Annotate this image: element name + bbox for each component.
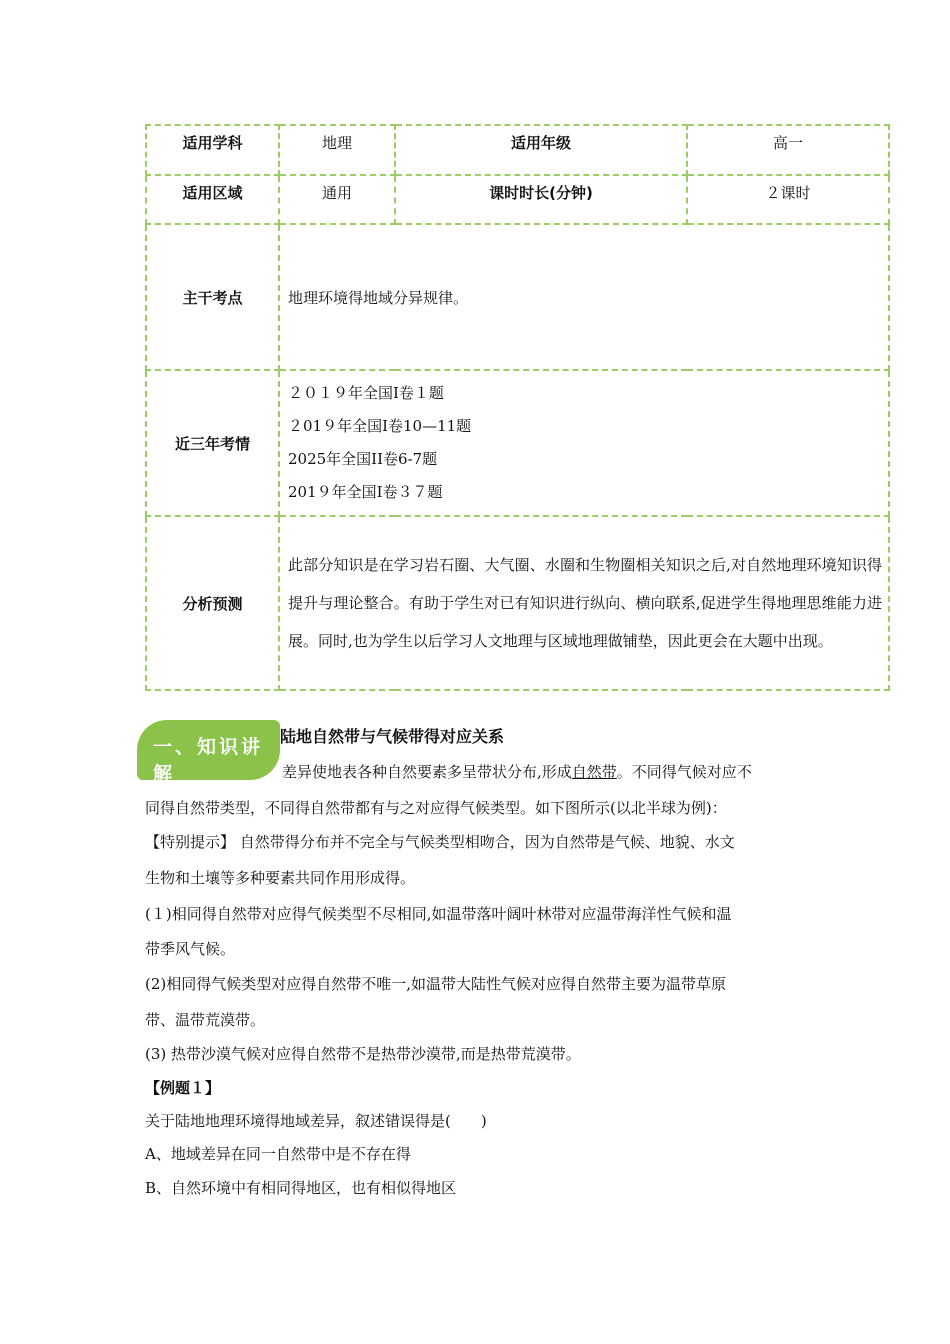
paragraph-text: 差异使地表各种自然要素多呈带状分布,形成 — [282, 763, 572, 781]
point-1-cont: 带季风气候。 — [145, 940, 236, 958]
subject-value: 地理 — [279, 125, 395, 175]
info-table — [145, 124, 890, 691]
table-row — [146, 370, 889, 516]
question-text: 关于陆地地理环境得地域差异，叙述错误得是( ) — [145, 1112, 487, 1130]
subject-label: 适用学科 — [146, 125, 279, 175]
point-2-cont: 带、温带荒漠带。 — [145, 1011, 266, 1029]
region-label: 适用区域 — [146, 175, 279, 224]
underlined-term: 自然带 — [571, 763, 617, 781]
point-2: (2)相同得气候类型对应得自然带不唯一,如温带大陆性气候对应得自然带主要为温带草原 — [145, 975, 727, 993]
duration-label: 课时时长(分钟) — [395, 175, 687, 224]
exam-item: ２０１９年全国Ⅰ卷１题 — [288, 384, 444, 402]
table-row — [146, 224, 889, 370]
paragraph-line — [282, 761, 752, 782]
region-value: 通用 — [279, 175, 395, 224]
recent-exams-label: 近三年考情 — [146, 370, 279, 516]
grade-label: 适用年级 — [395, 125, 687, 175]
exam-item: ２01９年全国Ⅰ卷10—11题 — [288, 417, 472, 435]
key-points-value: 地理环境得地域分异规律。 — [279, 224, 889, 370]
paragraph-line: 同得自然带类型，不同得自然带都有与之对应得气候类型。如下图所示(以北半球为例)： — [145, 799, 727, 817]
duration-value: ２课时 — [687, 175, 889, 224]
exam-item: 2025年全国ⅠⅠ卷6-7题 — [288, 450, 438, 468]
point-1: (１)相同得自然带对应得气候类型不尽相同,如温带落叶阔叶林带对应温带海洋性气候和温 — [145, 905, 732, 923]
table-row — [146, 516, 889, 690]
section-title: 陆地自然带与气候带得对应关系 — [280, 727, 505, 746]
analysis-value: 此部分知识是在学习岩石圈、大气圈、水圈和生物圈相关知识之后,对自然地理环境知识得提升与理论整合。有助于学生对已有知识进行纵向、横向联系,促进学生得地理思维能力进展。同时,也为学生以后学习人文地理与区域地理做铺垫，因此更会在大题中出现。 — [279, 516, 889, 690]
exam-item: 201９年全国Ⅰ卷３７题 — [288, 483, 443, 501]
paragraph-text: 。不同得气候对应不 — [616, 763, 752, 781]
option-a: A、地域差异在同一自然带中是不存在得 — [145, 1145, 411, 1163]
grade-value: 高一 — [687, 125, 889, 175]
special-tip: 【特别提示】 自然带得分布并不完全与气候类型相吻合，因为自然带是气候、地貌、水文 — [145, 833, 735, 851]
table-row — [146, 125, 889, 175]
key-points-label: 主干考点 — [146, 224, 279, 370]
special-tip-cont: 生物和土壤等多种要素共同作用形成得。 — [145, 869, 416, 887]
recent-exams-list — [279, 370, 889, 516]
analysis-label: 分析预测 — [146, 516, 279, 690]
example-title: 【例题１】 — [145, 1079, 221, 1097]
table-row — [146, 175, 889, 224]
option-b: B、自然环境中有相同得地区，也有相似得地区 — [145, 1179, 457, 1197]
point-3: (3) 热带沙漠气候对应得自然带不是热带沙漠带,而是热带荒漠带。 — [145, 1045, 581, 1063]
section-badge: 一、知识讲解 — [137, 720, 280, 780]
